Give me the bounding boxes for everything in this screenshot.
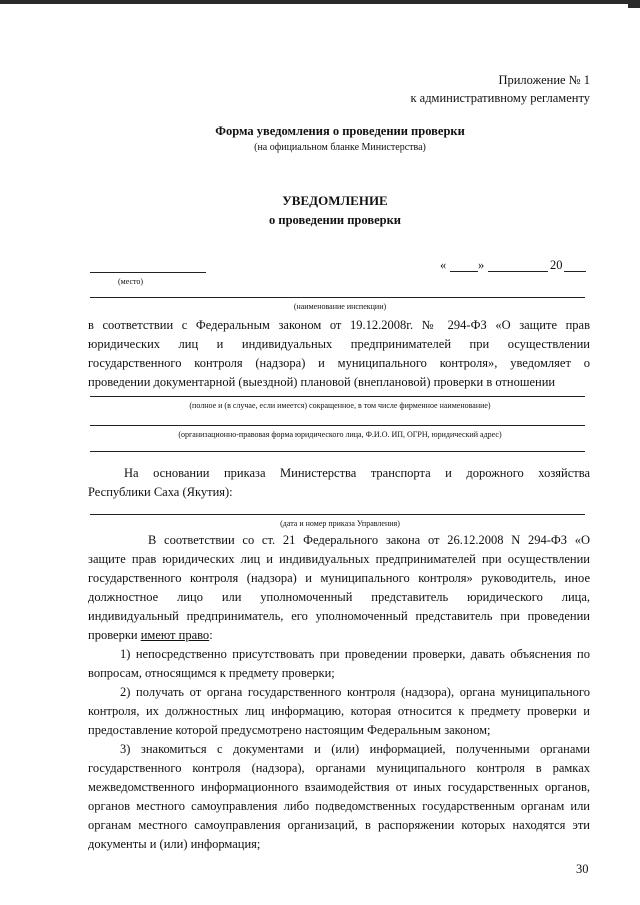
order-date-line <box>90 514 585 515</box>
rights-underlined: имеют право <box>140 628 210 642</box>
item3-line-5: органам местного самоуправления организаций, в распоряжении которых находятся эти <box>88 818 590 832</box>
date-close-quote: » <box>478 258 485 272</box>
item2-line-2: контроля, их должностных лиц информацию, которая относится к предмету проверки и <box>88 704 590 718</box>
appendix-line-2: к административному регламенту <box>410 91 590 105</box>
rights-paragraph <box>88 531 590 645</box>
item1-line-1: 1) непосредственно присутствовать при проведении проверки, давать объяснения по <box>120 647 590 661</box>
item2-line-1: 2) получать от органа государственного контроля (надзора), органа муниципального <box>120 685 590 699</box>
legal-form-line <box>90 425 585 426</box>
order-paragraph <box>88 464 590 502</box>
item3-line-1: 3) знакомиться с документами и (или) информацией, полученными органами <box>120 742 590 756</box>
page-number: 30 <box>576 862 589 876</box>
rights-line-2: защите прав юридических лиц и индивидуальных предпринимателей при осуществлении <box>88 552 590 566</box>
full-name-line <box>90 396 585 397</box>
order-line-1: На основании приказа Министерства транспорта и дорожного хозяйства <box>124 466 590 480</box>
date-day-blank <box>450 271 478 272</box>
date-open-quote: « <box>440 258 447 272</box>
rights-prefix: проверки <box>88 628 141 642</box>
notice-title: УВЕДОМЛЕНИЕ <box>282 193 388 208</box>
rights-item-3 <box>88 740 590 854</box>
item2-line-3: предоставление которой предусмотрено настоящим Федеральным законом; <box>88 723 491 737</box>
place-blank-line <box>90 272 206 273</box>
item1-line-2: вопросам, относящимся к предмету проверки; <box>88 666 335 680</box>
rights-line-4: должностное лицо или уполномоченный представитель юридического лица, <box>88 590 590 604</box>
date-year-prefix: 20 <box>550 258 563 272</box>
intro-line-2: юридических лиц и индивидуальных предпринимателей при осуществлении <box>88 337 590 351</box>
item3-line-4: органов местного самоуправления либо подведомственных государственным органам или <box>88 799 590 813</box>
intro-line-4: проведении документарной (выездной) плановой (внеплановой) проверки в отношении <box>88 375 556 389</box>
rights-suffix: : <box>209 628 213 642</box>
intro-line-1: в соответствии с Федеральным законом от 19.12.2008г. № 294-ФЗ «О защите прав <box>88 318 590 332</box>
place-caption: (место) <box>118 277 144 286</box>
legal-form-extra-line <box>90 451 585 452</box>
inspection-name-caption: (наименование инспекции) <box>293 302 387 311</box>
intro-line-3: государственного контроля (надзора) и муниципального контроля», уведомляет о <box>88 356 590 370</box>
inspection-name-line <box>90 297 585 298</box>
order-date-caption: (дата и номер приказа Управления) <box>280 519 400 528</box>
form-subtitle: (на официальном бланке Министерства) <box>254 142 426 153</box>
date-year-blank <box>564 271 586 272</box>
rights-line-1: В соответствии со ст. 21 Федерального закона от 26.12.2008 N 294-ФЗ «О <box>148 533 590 547</box>
legal-form-caption: (организационно-правовая форма юридического лица, Ф.И.О. ИП, ОГРН, юридический адрес) <box>178 430 502 439</box>
notice-subtitle: о проведении проверки <box>269 213 401 227</box>
scan-top-border <box>0 0 640 4</box>
order-line-2: Республики Саха (Якутия): <box>88 485 233 499</box>
rights-line-5: индивидуальный предприниматель, его уполномоченный представитель при проведении <box>88 609 590 623</box>
rights-line-6 <box>88 626 590 645</box>
item3-line-2: государственного контроля (надзора), органами муниципального контроля в рамках <box>88 761 590 775</box>
rights-item-2 <box>88 683 590 740</box>
rights-item-1 <box>88 645 590 683</box>
item3-line-3: межведомственного информационного взаимодействия от иных государственных органов, <box>88 780 590 794</box>
appendix-line-1: Приложение № 1 <box>498 73 590 87</box>
date-month-blank <box>488 271 548 272</box>
scan-corner-mark <box>628 0 640 8</box>
full-name-caption: (полное и (в случае, если имеется) сокращенное, в том числе фирменное наименование) <box>189 401 491 410</box>
intro-paragraph <box>88 316 590 392</box>
rights-line-3: государственного контроля (надзора) и муниципального контроля» руководитель, иное <box>88 571 590 585</box>
item3-line-6: документы и (или) информация; <box>88 837 261 851</box>
form-title: Форма уведомления о проведении проверки <box>215 124 465 138</box>
